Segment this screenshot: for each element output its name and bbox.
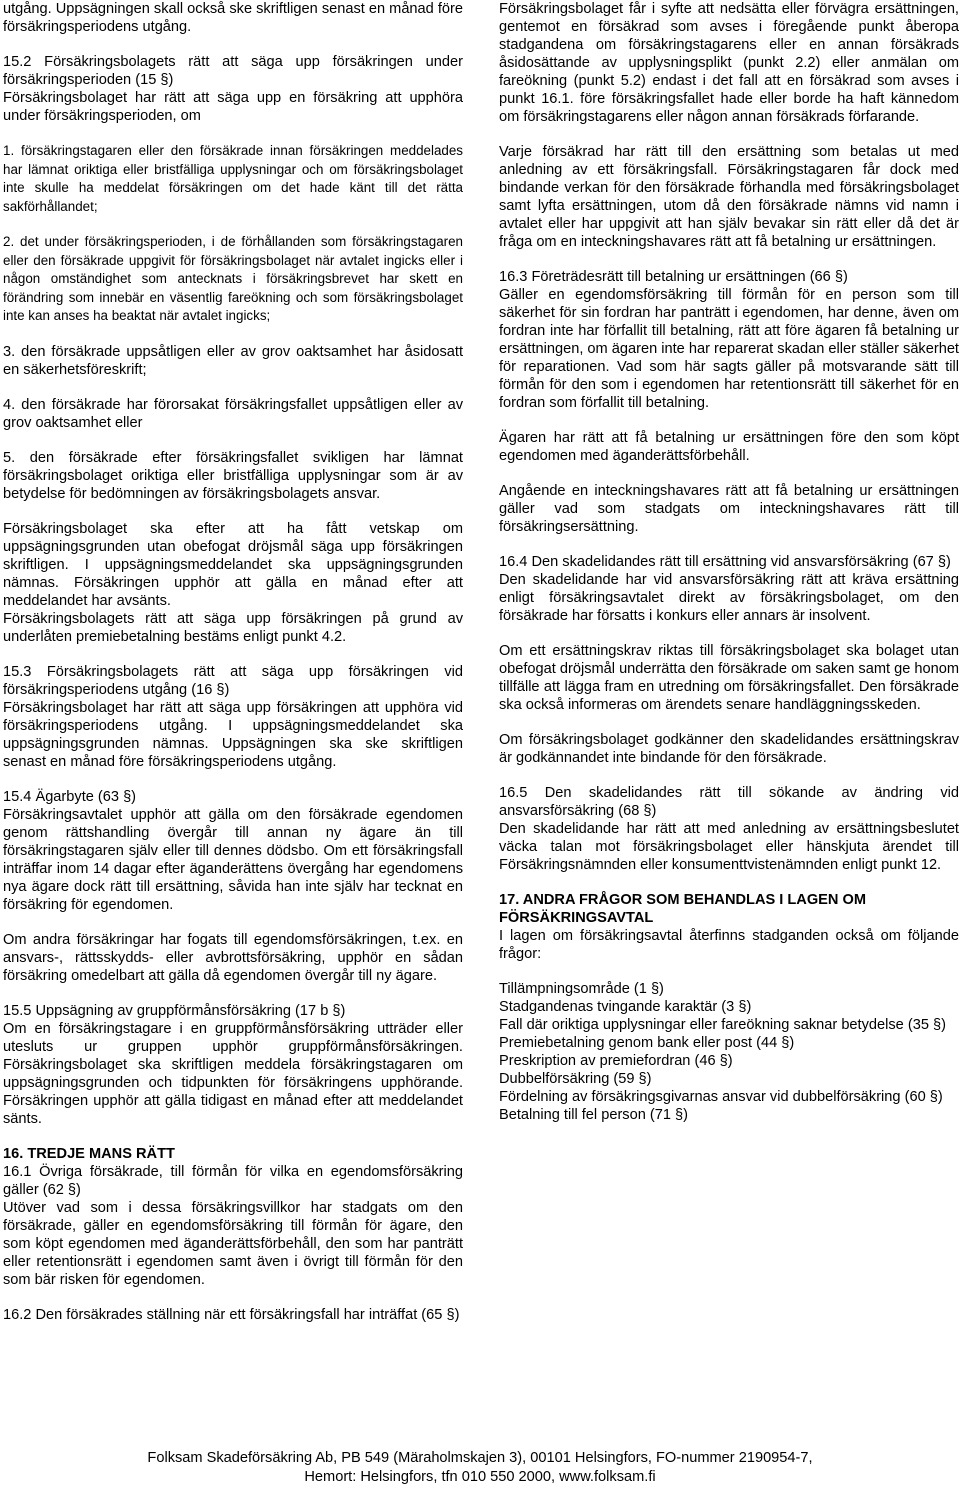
list-item-5: 5. den försäkrade efter försäkringsfallet svikligen har lämnat försäkringsbolaget oriktiga eller bristfälliga upplysningar som är av betydelse för bedömningen av försäkringsbolagets ansvar. [3,449,463,502]
section-15-2-heading: 15.2 Försäkringsbolagets rätt att säga upp försäkringen under försäkringsperioden (15 §) [3,54,463,88]
paragraph-andra-forsakringar: Om andra försäkringar har fogats till egendomsförsäkringen, t.ex. en ansvars-, rättsskydds- eller avbrottsförsäkring, upphör en sådan försäkring omedelbart att gälla då egendomen övergår till ny ägare. [3,931,463,984]
section-15-2-text: Försäkringsbolaget har rätt att säga upp en försäkring att upphöra under försäkringsperioden, om [3,90,463,124]
list-item: Dubbelförsäkring (59 §) [499,1071,652,1087]
list-item: Tillämpningsområde (1 §) [499,981,664,997]
section-15-4-heading: 15.4 Ägarbyte (63 §) [3,788,137,805]
paragraph-premiebetalning: Försäkringsbolagets rätt att säga upp försäkringen på grund av underlåten premiebetalning bestäms enligt punkt 4.2. [3,610,463,645]
section-15-3-heading: 15.3 Försäkringsbolagets rätt att säga upp försäkringen vid försäkringsperiodens utgång (16 §) [3,663,463,698]
paragraph-agaren: Ägaren har rätt att få betalning ur ersättningen före den som köpt egendomen med äganderättsförbehåll. [499,430,959,464]
section-16-3-text: Gäller en egendomsförsäkring till förmån för en person som till säkerhet för sin fordran har panträtt i egendomen, har denne, även om fordran inte har förfallit till betalning, rätt att före ägaren få betalning ur ersättningen, om ägaren inte har reparerat skadan eller ställer säkerhet för reparationen. Vad som här sagts gäller på motsvarande sätt till förmån för den som i egendomen har retentionsrätt till säkerhet för en fordran som förfallit till betalning. [499,287,959,411]
section-16-5-heading: 16.5 Den skadelidandes rätt till sökande av ändring vid ansvarsförsäkring (68 §) [499,785,959,819]
section-16-4-text: Den skadelidande har vid ansvarsförsäkring rätt att kräva ersättning enligt försäkringsavtalet direkt av försäkringsbolaget, om den försäkrade har försatts i konkurs eller annars är insolvent. [499,572,959,624]
paragraph-inteckningshavare: Angående en inteckningshavares rätt att få betalning ur ersättningen gäller vad som stadgats om inteckningshavares rätt till försäkringsersättning. [499,483,959,535]
list-item: Stadgandenas tvingande karaktär (3 §) [499,999,752,1015]
paragraph-continuation: utgång. Uppsägningen skall också ske skriftligen senast en månad före försäkringsperiodens utgång. [3,1,463,35]
left-column [3,0,463,1341]
section-17-heading: 17. ANDRA FRÅGOR SOM BEHANDLAS I LAGEN OM FÖRSÄKRINGSAVTAL [499,892,867,926]
footer-company-line: Folksam Skadeförsäkring Ab, PB 549 (Märaholmskajen 3), 00101 Helsingfors, FO-nummer 2190954-7, [147,1450,813,1466]
section-15-5-text: Om en försäkringstagare i en gruppförmånsförsäkring utträder eller utesluts ur gruppen upphör gruppförmånsförsäkringen. Försäkringsbolaget ska skriftligen meddela försäkringstagaren om uppsägningsgrunden och tidpunkten för försäkringens upphörande. Försäkringen upphör att gälla tidigast en månad efter att meddelandet sänts. [3,1020,463,1127]
paragraph-varje-forsakrad: Varje försäkrad har rätt till den ersättning som betalas ut med anledning av ett försäkringsfall. Försäkringstagaren får dock med bindande verkan för den försäkrade förhandla med försäkringsbolaget samt lyfta ersättningen, utom då den försäkrade nämns vid namn i avtalet eller har uppgivit att han själv bevakar sin rätt eller då det är fråga om en inteckningshavares rätt att få betalning ur ersättningen. [499,144,959,250]
section-16-2-heading: 16.2 Den försäkrades ställning när ett försäkringsfall har inträffat (65 §) [3,1306,460,1323]
section-15-3-text: Försäkringsbolaget har rätt att säga upp försäkringen att upphöra vid försäkringsperiodens utgång. I uppsägningsmeddelandet ska uppsägningsgrunden nämnas. Uppsägningen ska ske skriftligen senast en månad före försäkringsperiodens utgång. [3,699,463,770]
section-17-text: I lagen om försäkringsavtal återfinns stadganden också om följande frågor: [499,928,959,962]
paragraph-vetskap: Försäkringsbolaget ska efter att ha fått vetskap om uppsägningsgrunden utan obefogat dröjsmål säga upp försäkringen skriftligen. I uppsägningsmeddelandet ska uppsägningsgrunden nämnas. Försäkringen upphör att gälla en månad efter att meddelandet har avsänts. [3,520,463,609]
list-item: Preskription av premiefordran (46 §) [499,1053,733,1069]
section-16-3-heading: 16.3 Företrädesrätt till betalning ur ersättningen (66 §) [499,269,848,285]
list-item-4: 4. den försäkrade har förorsakat försäkringsfallet uppsåtligen eller av grov oaktsamhet eller [3,396,463,431]
list-item: Fall där oriktiga upplysningar eller fareökning saknar betydelse (35 §) [499,1017,946,1033]
paragraph-godkanner: Om försäkringsbolaget godkänner den skadelidandes ersättningskrav är godkännandet inte bindande för den försäkrade. [499,732,959,766]
related-topics-list [499,980,959,1124]
section-16-5-text: Den skadelidande har rätt att med anledning av ersättningsbeslutet väcka talan mot försäkringsbolaget eller hänskjuta ärendet till Försäkringsnämnden eller konsumenttvistenämnden enligt punkt 12. [499,821,959,873]
section-16-4-heading: 16.4 Den skadelidandes rätt till ersättning vid ansvarsförsäkring (67 §) [499,554,951,570]
paragraph-nedsatta: Försäkringsbolaget får i syfte att nedsätta eller förvägra ersättningen, gentemot en försäkrad som avses i föregående punkt åberopa stadgandena om försäkringstagarens eller en annan försäkrads åsidosättande av upplysningsplikt (punkt 2.2) eller anmälan om fareökning (punkt 5.2) endast i det fall att en försäkrad som avses i punkt 16.1. före försäkringsfallet hade eller borde ha haft kännedom om försäkringstagarens eller någon annan försäkrads förfarande. [499,1,959,125]
list-item-1: 1. försäkringstagaren eller den försäkrade innan försäkringen meddelades har lämnat oriktiga eller bristfälliga upplysningar och om försäkringsbolaget inte skulle ha meddelat försäkringen om det hade känt till det rätta sakförhållandet; [3,143,463,214]
list-item: Fördelning av försäkringsgivarnas ansvar vid dubbelförsäkring (60 §) [499,1089,943,1105]
section-16-1-text: Utöver vad som i dessa försäkringsvillkor har stadgats om den försäkrade, gäller en egendomsförsäkring till förmån för ägare, den som köpt egendomen med äganderättsförbehåll, den som har panträtt eller retentionsrätt i egendomen samt även i övrigt till förmån för den som bär risken för egendomen. [3,1199,463,1288]
section-16-heading: 16. TREDJE MANS RÄTT [3,1145,175,1162]
paragraph-ersattningskrav: Om ett ersättningskrav riktas till försäkringsbolaget ska bolaget utan obefogat dröjsmål underrätta den försäkrade om saken samt ge honom tillfälle att lägga fram en utredning om försäkringsfallet. Den försäkrade ska också informeras om ärendets senare handläggningsskeden. [499,643,959,713]
footer-contact-line: Hemort: Helsingfors, tfn 010 550 2000, www.folksam.fi [304,1469,656,1485]
right-column [499,0,959,1124]
section-15-4-text: Försäkringsavtalet upphör att gälla om den försäkrade egendomen genom rättshandling övergår till annan ny ägare än till försäkringstagaren själv eller till dennes dödsbo. Om ett försäkringsfall inträffar inom 14 dagar efter äganderättens övergång har egendomens nya ägare dock rätt till ersättning, såvida han inte själv har tecknat en försäkring för egendomen. [3,806,463,913]
list-item: Betalning till fel person (71 §) [499,1107,689,1123]
list-item: Premiebetalning genom bank eller post (44 §) [499,1035,795,1051]
list-item-3: 3. den försäkrade uppsåtligen eller av grov oaktsamhet har åsidosatt en säkerhetsföreskrift; [3,343,463,378]
section-16-1-heading: 16.1 Övriga försäkrade, till förmån för vilka en egendomsförsäkring gäller (62 §) [3,1163,463,1198]
section-15-5-heading: 15.5 Uppsägning av gruppförmånsförsäkring (17 b §) [3,1002,346,1019]
page-footer [0,1449,960,1487]
list-item-2: 2. det under försäkringsperioden, i de förhållanden som försäkringstagaren eller den försäkrade uppgivit för försäkringsbolaget när avtalet ingicks eller i någon omständighet som antecknats i försäkringsbrevet har skett en förändring som innebär en väsentlig fareökning och som försäkringsbolaget inte kan anses ha beaktat när avtalet ingicks; [3,234,463,323]
